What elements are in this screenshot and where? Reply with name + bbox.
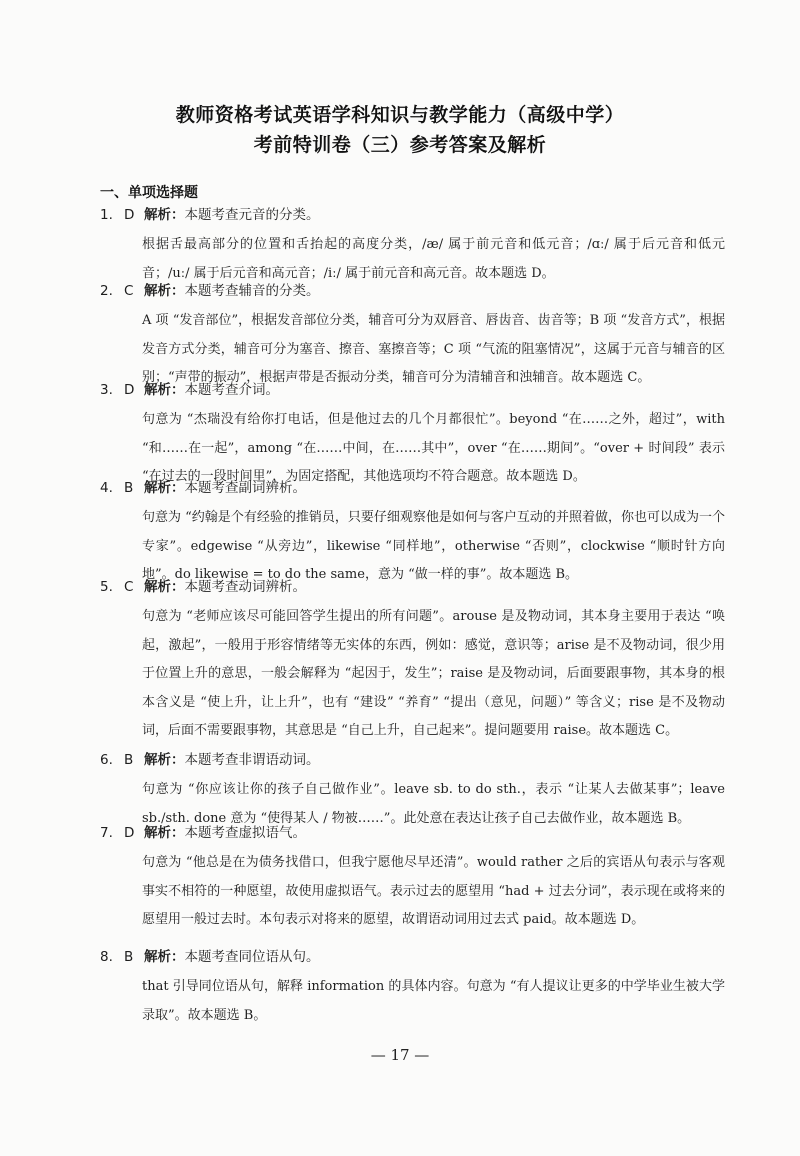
- page-subtitle: 考前特训卷（三）参考答案及解析: [253, 134, 547, 156]
- answer-letter: B: [124, 949, 134, 965]
- analysis-label: 解析：: [144, 207, 185, 223]
- section-heading: 一、单项选择题: [100, 185, 198, 201]
- question-item-3: [100, 380, 725, 492]
- question-explanation: 根据舌最高部分的位置和舌抬起的高度分类，/æ/ 属于前元音和低元音；/ɑː/ 属于后元音和低元音；/uː/ 属于后元音和高元音；/iː/ 属于前元音和高元音。故本题选 D。: [142, 237, 725, 281]
- question-topic: 本题考查介词。: [184, 382, 279, 398]
- analysis-label: 解析：: [144, 752, 185, 768]
- answer-letter: C: [124, 283, 134, 299]
- analysis-label: 解析：: [144, 825, 185, 841]
- analysis-label: 解析：: [144, 382, 185, 398]
- analysis-label: 解析：: [144, 579, 185, 595]
- question-item-6: [100, 750, 725, 833]
- question-item-5: [100, 577, 725, 746]
- analysis-label: 解析：: [144, 949, 185, 965]
- answer-letter: B: [124, 752, 134, 768]
- question-item-4: [100, 478, 725, 590]
- analysis-label: 解析：: [144, 480, 185, 496]
- question-explanation: 句意为 “约翰是个有经验的推销员，只要仔细观察他是如何与客户互动的并照着做，你也可以成为一个专家”。edgewise “从旁边”，likewise “同样地”，otherwise “否则”，clockwise “顺时针方向地”。do likewise = to do the same，意为 “做一样的事”。故本题选 B。: [142, 510, 725, 582]
- question-topic: 本题考查辅音的分类。: [184, 283, 320, 299]
- question-explanation: 句意为 “老师应该尽可能回答学生提出的所有问题”。arouse 是及物动词，其本身主要用于表达 “唤起，激起”，一般用于形容情绪等无实体的东西，例如：感觉，意识等；arise 是不及物动词，很少用于位置上升的意思，一般会解释为 “起因于，发生”；raise 是及物动词，后面要跟事物，其本身的根本含义是 “使上升，让上升”，也有 “建设” “养育” “提出（意见，问题）” 等含义；rise 是不及物动词，后面不需要跟事物，其意思是 “自己上升，自己起来”。提问题要用 raise。故本题选 C。: [142, 609, 725, 738]
- question-topic: 本题考查副词辨析。: [184, 480, 306, 496]
- question-item-8: [100, 947, 725, 1030]
- question-explanation: 句意为 “他总是在为债务找借口，但我宁愿他尽早还清”。would rather 之后的宾语从句表示与客观事实不相符的一种愿望，故使用虚拟语气。表示过去的愿望用 “had + 过去分词”，表示现在或将来的愿望用一般过去时。本句表示对将来的愿望，故谓语动词用过去式 paid。故本题选 D。: [142, 855, 725, 927]
- question-number: 4.: [100, 480, 113, 496]
- question-topic: 本题考查元音的分类。: [184, 207, 320, 223]
- question-topic: 本题考查非谓语动词。: [184, 752, 320, 768]
- question-item-2: [100, 281, 725, 393]
- question-number: 5.: [100, 579, 113, 595]
- question-topic: 本题考查动词辨析。: [184, 579, 306, 595]
- question-explanation: 句意为 “杰瑞没有给你打电话，但是他过去的几个月都很忙”。beyond “在……之外，超过”，with “和……在一起”，among “在……中间，在……其中”，over “在……期间”。“over + 时间段” 表示 “在过去的一段时间里”，为固定搭配，其他选项均不符合题意。故本题选 D。: [142, 412, 725, 484]
- analysis-label: 解析：: [144, 283, 185, 299]
- page-number: — 17 —: [370, 1046, 430, 1064]
- question-number: 6.: [100, 752, 113, 768]
- answer-letter: C: [124, 579, 134, 595]
- question-explanation: 句意为 “你应该让你的孩子自己做作业”。leave sb. to do sth.，表示 “让某人去做某事”；leave sb./sth. done 意为 “使得某人 / 物被……”。此处意在表达让孩子自己去做作业，故本题选 B。: [142, 782, 725, 826]
- question-number: 3.: [100, 382, 113, 398]
- question-explanation: that 引导同位语从句，解释 information 的具体内容。句意为 “有人提议让更多的中学毕业生被大学录取”。故本题选 B。: [142, 979, 725, 1023]
- question-number: 1.: [100, 207, 113, 223]
- question-explanation: A 项 “发音部位”，根据发音部位分类，辅音可分为双唇音、唇齿音、齿音等；B 项 “发音方式”，根据发音方式分类，辅音可分为塞音、擦音、塞擦音等；C 项 “气流的阻塞情况”，这属于元音与辅音的区别；“声带的振动”，根据声带是否振动分类，辅音可分为清辅音和浊辅音。故本题选 C。: [142, 313, 725, 385]
- question-topic: 本题考查同位语从句。: [184, 949, 320, 965]
- question-number: 2.: [100, 283, 113, 299]
- answer-letter: D: [124, 207, 135, 223]
- page-title: 教师资格考试英语学科知识与教学能力（高级中学）: [175, 104, 625, 126]
- question-number: 8.: [100, 949, 113, 965]
- question-item-7: [100, 823, 725, 935]
- question-item-1: [100, 205, 725, 288]
- answer-letter: D: [124, 825, 135, 841]
- question-topic: 本题考查虚拟语气。: [184, 825, 306, 841]
- question-number: 7.: [100, 825, 113, 841]
- answer-letter: B: [124, 480, 134, 496]
- answer-letter: D: [124, 382, 135, 398]
